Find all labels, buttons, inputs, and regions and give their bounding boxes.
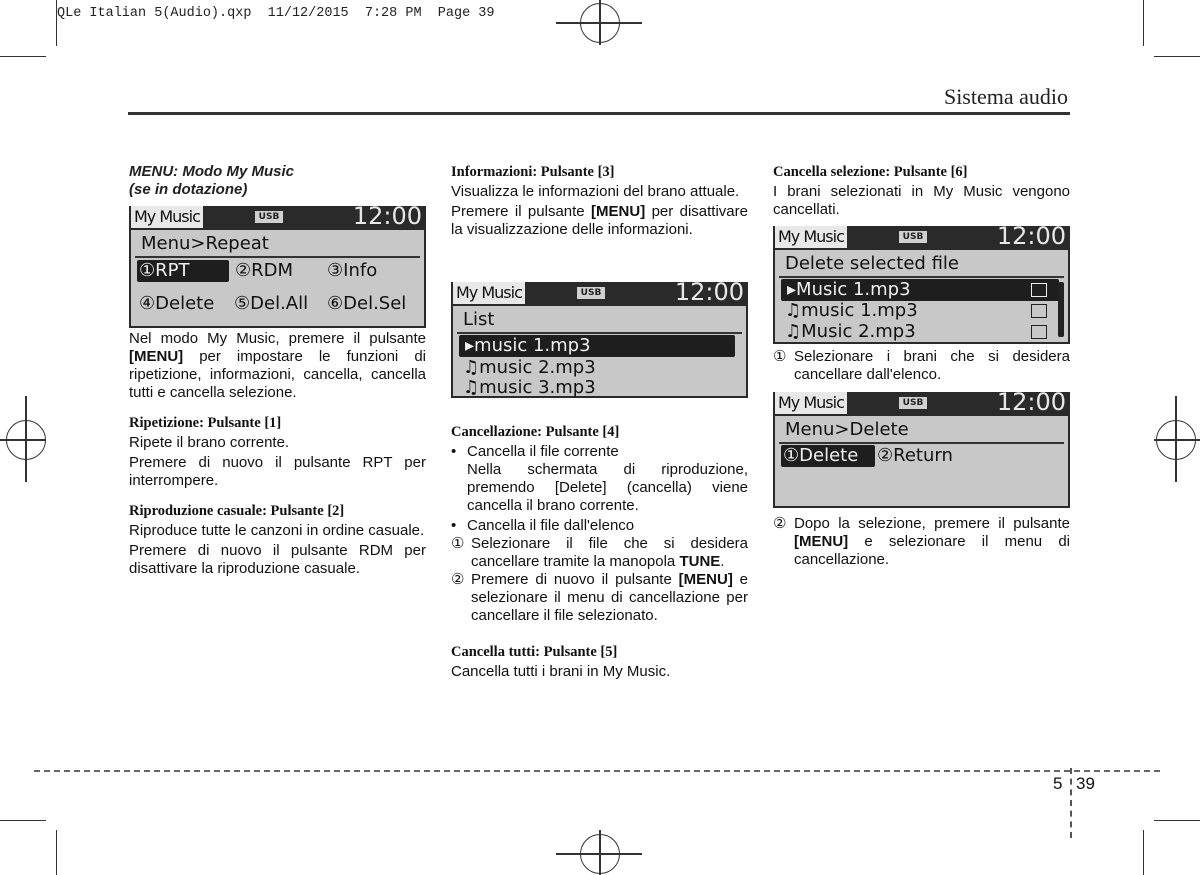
screen-title: My Music: [775, 392, 847, 414]
delete-all-text: Cancella tutti i brani in My Music.: [451, 663, 671, 680]
crop-mark: [1143, 830, 1144, 875]
display-screen-menu-repeat: [129, 202, 426, 328]
crop-mark: [0, 56, 46, 57]
delete-all-heading: Cancella tutti: Pulsante [5]: [451, 644, 618, 660]
display-screen-list: [451, 278, 748, 398]
crop-mark: [0, 820, 46, 821]
repeat-text: Ripete il brano corrente.: [129, 434, 290, 451]
repeat-heading: Ripetizione: Pulsante [1]: [129, 415, 282, 431]
menu-option-rpt[interactable]: ①RPT: [137, 260, 229, 282]
checkbox[interactable]: [1031, 304, 1047, 318]
screen-title: My Music: [453, 282, 525, 304]
delete-selection-heading: Cancella selezione: Pulsante [6]: [773, 164, 968, 180]
usb-icon: USB: [255, 211, 283, 223]
intro-paragraph: Nel modo My Music, premere il pulsante [MENU] per impostare le funzioni di ripetizione, informazioni, cancella, cancella tutti e cancella selezione.: [129, 330, 426, 401]
list-item[interactable]: ♫music 1.mp3: [785, 300, 918, 321]
list-item-selected[interactable]: ▸music 1.mp3: [459, 335, 735, 357]
delete-selection-text: I brani selezionati in My Music vengono cancellati.: [773, 183, 1070, 218]
repeat-text-2: Premere di nuovo il pulsante RPT per interrompere.: [129, 454, 426, 489]
column-3-step2: ② Dopo la selezione, premere il pulsante [MENU] e selezionare il menu di cancellazione.: [773, 515, 1070, 568]
page-number-divider: [1070, 768, 1073, 838]
menu-option-rdm[interactable]: ②RDM: [235, 260, 294, 281]
random-text: Riproduce tutte le canzoni in ordine casuale.: [129, 522, 425, 539]
screen-clock: 12:00: [996, 222, 1066, 250]
chapter-number: 5: [1053, 774, 1063, 793]
usb-icon: USB: [899, 231, 927, 243]
info-text: Visualizza le informazioni del brano attuale.: [451, 183, 740, 200]
crop-mark: [1154, 56, 1200, 57]
delete-heading: Cancellazione: Pulsante [4]: [451, 424, 620, 440]
random-heading: Riproduzione casuale: Pulsante [2]: [129, 503, 345, 519]
column-3-top: [773, 163, 1070, 221]
info-text-2: Premere il pulsante [MENU] per disattivare la visualizzazione delle informazioni.: [451, 203, 748, 238]
section-heading: MENU: Modo My Music (se in dotazione): [129, 163, 294, 198]
select-step-1: Selezionare i brani che si desidera cancellare dall'elenco.: [794, 348, 1070, 383]
column-1-text: [129, 330, 426, 580]
crop-mark: [56, 830, 57, 875]
screen-clock: 12:00: [674, 278, 744, 306]
checkbox[interactable]: [1031, 325, 1047, 339]
list-item-selected[interactable]: ▸Music 1.mp3: [781, 279, 1059, 301]
list-item[interactable]: ♫music 3.mp3: [463, 377, 596, 398]
delete-bullet-1: Cancella il file corrente: [467, 443, 619, 460]
screen-header: Menu>Repeat: [135, 230, 420, 258]
display-screen-menu-delete: [773, 388, 1070, 508]
section-title: Sistema audio: [943, 84, 1068, 109]
crop-mark: [1154, 820, 1200, 821]
random-text-2: Premere di nuovo il pulsante RDM per disattivare la riproduzione casuale.: [129, 542, 426, 577]
footer-rule: [34, 770, 1160, 772]
crop-mark: [1143, 0, 1144, 46]
screen-clock: 12:00: [996, 388, 1066, 416]
list-item[interactable]: ♫Music 2.mp3: [785, 321, 916, 342]
page-number: 39: [1076, 774, 1095, 793]
delete-step-2: Premere di nuovo il pulsante [MENU] e selezionare il menu di cancellazione per cancellare il file selezionato.: [471, 571, 748, 624]
info-heading: Informazioni: Pulsante [3]: [451, 164, 615, 180]
column-3-step1: ① Selezionare i brani che si desidera cancellare dall'elenco.: [773, 348, 1070, 383]
menu-option-return[interactable]: ②Return: [877, 445, 953, 466]
column-1: [129, 163, 426, 199]
screen-header: List: [457, 306, 742, 334]
delete-step-1: Selezionare il file che si desidera cancellare tramite la manopola TUNE.: [471, 535, 748, 570]
screen-header: Menu>Delete: [779, 416, 1064, 444]
crop-mark: [56, 0, 57, 46]
header-rule: [128, 112, 1070, 115]
scrollbar[interactable]: [1058, 282, 1064, 337]
menu-option-delete-selection[interactable]: ⑥Del.Sel: [327, 293, 407, 314]
screen-title: My Music: [131, 206, 203, 228]
usb-icon: USB: [899, 397, 927, 409]
list-item[interactable]: ♫music 2.mp3: [463, 357, 596, 378]
screen-title: My Music: [775, 226, 847, 248]
screen-header: Delete selected file: [779, 250, 1064, 278]
delete-bullet-2: Cancella il file dall'elenco: [467, 517, 635, 534]
print-slug: QLe Italian 5(Audio).qxp 11/12/2015 7:28 PM Page 39: [57, 6, 495, 21]
menu-option-delete[interactable]: ①Delete: [781, 445, 875, 467]
menu-option-info[interactable]: ③Info: [327, 260, 378, 281]
menu-option-delete[interactable]: ④Delete: [139, 293, 215, 314]
column-2-text: Cancellazione: Pulsante [4] • Cancella il file corrente Nella schermata di riproduzione, premendo [Delete] (cancella) viene cancella il brano corrente. • Cancella il file dall'elenco ① Selezionare il file che si desidera cancellare tramite la manopola TUNE. ② Premere di nuovo il pulsante [MENU] e selezionare il menu di cancellazione per cancellare il file selezionato. Cancella tutti: Pulsante [5] Cancella tutti i brani in My Music.: [451, 424, 748, 680]
select-step-2: Dopo la selezione, premere il pulsante [MENU] e selezionare il menu di cancellazione.: [794, 515, 1070, 568]
usb-icon: USB: [577, 287, 605, 299]
checkbox[interactable]: [1031, 283, 1047, 297]
column-2-top: [451, 163, 748, 241]
delete-bullet-1-detail: Nella schermata di riproduzione, premendo [Delete] (cancella) viene cancella il brano corrente.: [467, 461, 748, 514]
menu-option-delete-all[interactable]: ⑤Del.All: [234, 293, 309, 314]
display-screen-delete-selected: [773, 222, 1070, 344]
screen-clock: 12:00: [352, 202, 422, 230]
